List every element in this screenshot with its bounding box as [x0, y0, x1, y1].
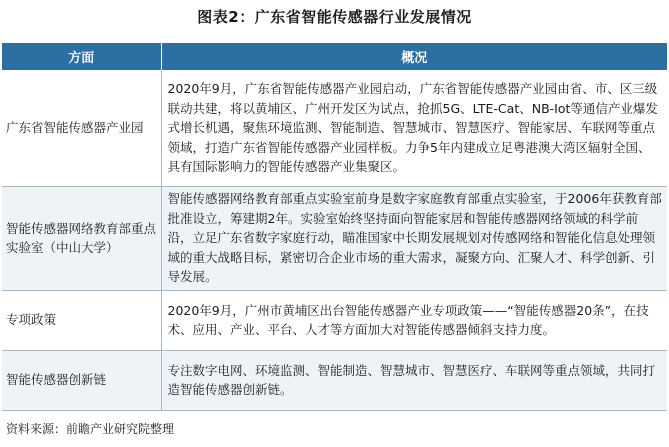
row-summary: 智能传感器网络教育部重点实验室前身是数字家庭教育部重点实验室，于2006年获教育部批准设立，筹建期2年。实验室始终坚持面向智能家居和智能传感器网络领域的科学前沿，立足广东省数字家庭行动，瞄准国家中长期发展规划对传感网络和智能化信息处理领域的重大战略目标，紧密切合企业市场的重大需求，凝聚方向、汇聚人才、科学创新、引导发展。: [161, 186, 667, 290]
row-summary: 专注数字电网、环境监测、智能制造、智慧城市、智慧医疗、车联网等重点领域，共同打造智能传感器创新链。: [161, 350, 667, 410]
row-aspect: 智能传感器创新链: [2, 350, 161, 410]
row-aspect: 智能传感器网络教育部重点实验室（中山大学）: [2, 186, 161, 290]
row-summary: 2020年9月，广东省智能传感器产业园启动，广东省智能传感器产业园由省、市、区三级联动共建，将以黄埔区、广州开发区为试点，抢抓5G、LTE-Cat、NB-Iot等通信产业爆发式增长机遇，聚焦环境监测、智能制造、智慧城市、智慧医疗、智能家居、车联网等重点领域，打造广东省智能传感器产业园样板。力争5年内建成立足粤港澳大湾区辐射全国、具有国际影响力的智能传感器产业集聚区。: [161, 70, 667, 186]
row-summary: 2020年9月，广州市黄埔区出台智能传感器产业专项政策——“智能传感器20条”，在技术、应用、产业、平台、人才等方面加大对智能传感器倾斜支持力度。: [161, 290, 667, 350]
header-summary: 概况: [161, 43, 667, 70]
chart-title: 图表2：广东省智能传感器行业发展情况: [197, 8, 472, 26]
table-row: [2, 70, 667, 186]
table-row: [2, 186, 667, 290]
data-table: [2, 43, 667, 411]
row-aspect: 专项政策: [2, 290, 161, 350]
source-note: 资料来源：前瞻产业研究院整理: [6, 422, 175, 436]
table-row: [2, 290, 667, 350]
header-aspect: 方面: [2, 43, 161, 70]
table-header-row: [2, 43, 667, 70]
table-row: [2, 350, 667, 410]
row-aspect: 广东省智能传感器产业园: [2, 70, 161, 186]
